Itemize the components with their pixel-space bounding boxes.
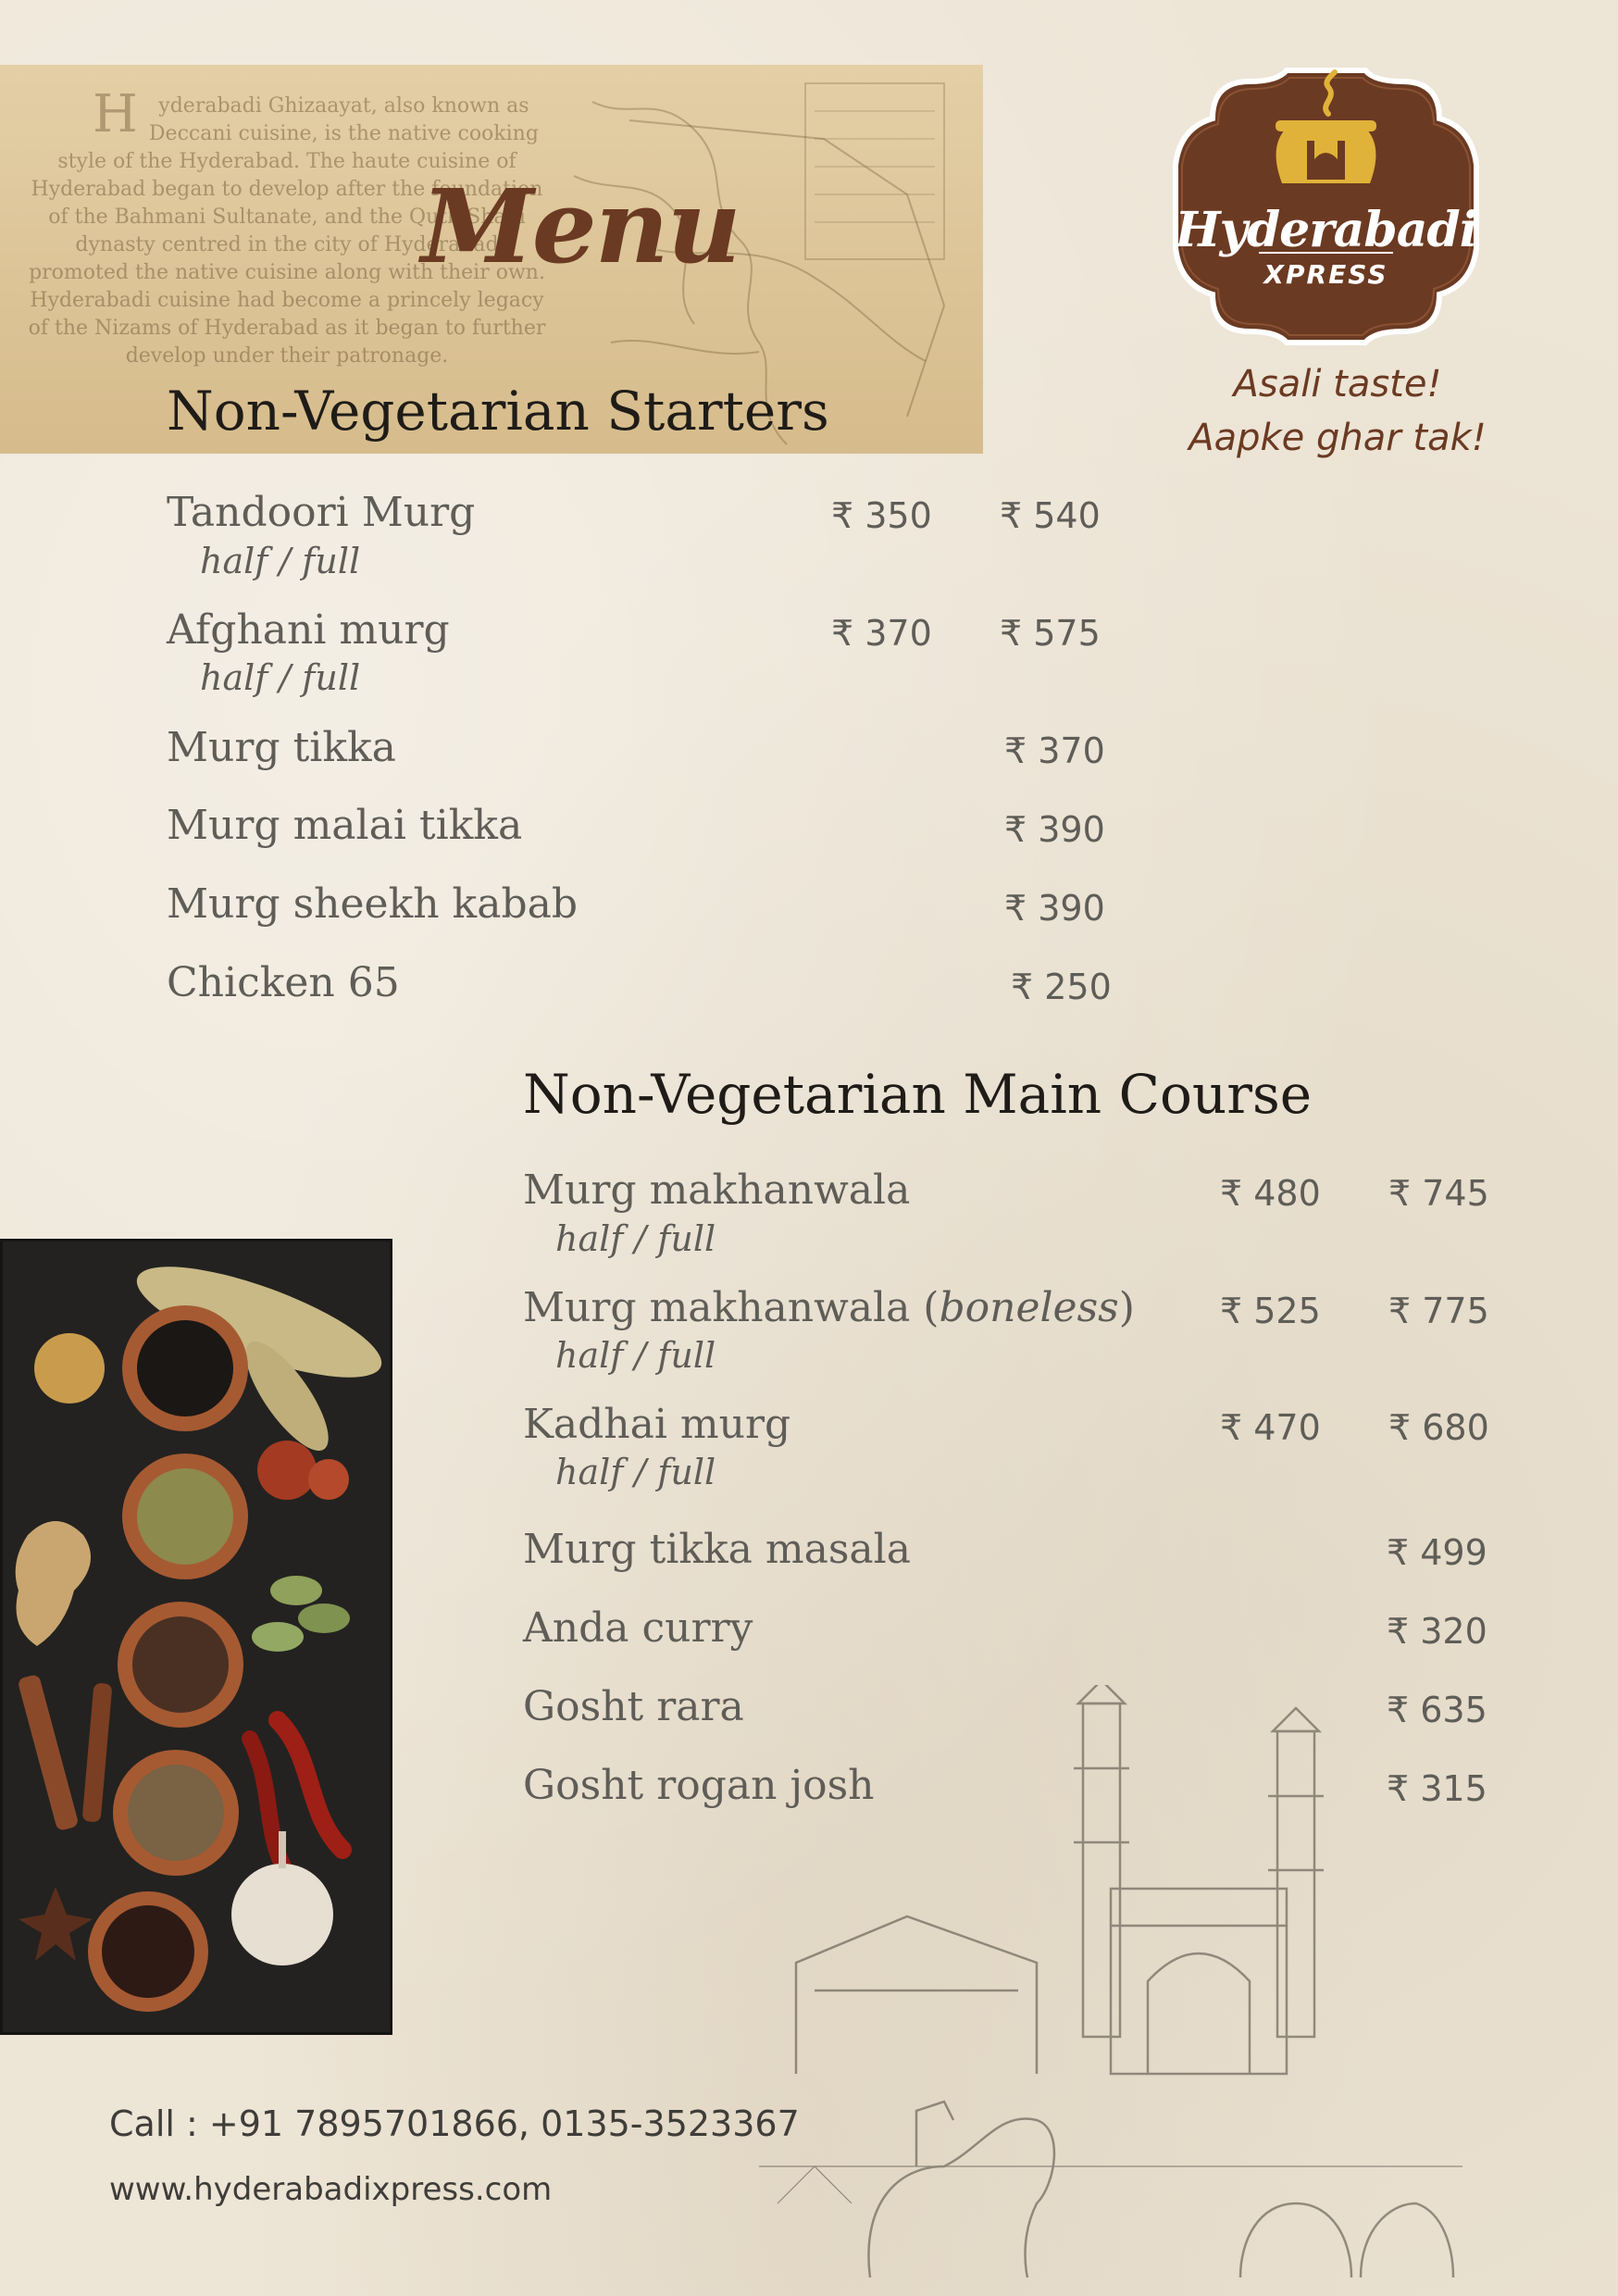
menu-item-price-half: ₹ 480	[1220, 1173, 1321, 1214]
menu-item-price: ₹ 320	[1387, 1611, 1487, 1652]
menu-item-price: ₹ 499	[1387, 1532, 1487, 1573]
menu-item-price-full: ₹ 540	[1000, 495, 1101, 536]
menu-item-portion: half / full	[200, 541, 361, 581]
menu-item-name-start: Murg makhanwala (	[523, 1284, 940, 1331]
menu-item-price-full: ₹ 680	[1388, 1407, 1489, 1448]
menu-item-name: Anda curry	[523, 1604, 753, 1652]
menu-item-price-half: ₹ 525	[1220, 1291, 1321, 1331]
menu-item-price: ₹ 390	[1004, 809, 1105, 850]
menu-item-name: Murg tikka masala	[523, 1526, 911, 1573]
menu-item-name-italic: boneless	[939, 1284, 1119, 1331]
tagline-line-2: Aapke ghar tak!	[1189, 417, 1487, 459]
menu-item-name: Tandoori Murg	[167, 489, 476, 536]
starters-section-title: Non-Vegetarian Starters	[167, 380, 829, 443]
menu-item-portion: half / full	[555, 1452, 716, 1492]
menu-item-price-half: ₹ 470	[1220, 1407, 1321, 1448]
menu-heading: Menu	[421, 167, 740, 286]
menu-item-price: ₹ 315	[1387, 1768, 1487, 1809]
spices-photo	[0, 1239, 392, 2035]
contact-phone: Call : +91 7895701866, 0135-3523367	[109, 2103, 800, 2144]
menu-item-name-boneless	[523, 1284, 1135, 1331]
menu-item-name: Afghani murg	[167, 606, 450, 654]
tagline-line-1: Asali taste!	[1233, 363, 1442, 406]
menu-item-name: Gosht rogan josh	[523, 1762, 875, 1809]
main-course-section-title: Non-Vegetarian Main Course	[523, 1063, 1313, 1126]
menu-item-name: Murg tikka	[167, 724, 396, 771]
menu-item-name: Murg sheekh kabab	[167, 880, 579, 928]
menu-item-price: ₹ 390	[1004, 888, 1105, 929]
menu-item-name: Kadhai murg	[523, 1401, 791, 1448]
menu-item-price-full: ₹ 775	[1388, 1291, 1489, 1331]
history-paragraph-text: yderabadi Ghizaayat, also known as Deccani cuisine, is the native cooking style of the Hyderabad. The haute cuisine of Hyderabad began to develop after the foundation of the Bahmani Sultanate, and the Qutb Shahi dynasty centred in the city of Hyderabad promoted the native cuisine along with their own. Hyderabadi cuisine had become a princely legacy of the Nizams of Hyderabad as it began to further develop under their patronage.	[28, 94, 546, 368]
menu-item-name: Chicken 65	[167, 959, 400, 1006]
menu-item-price-half: ₹ 370	[831, 613, 932, 654]
menu-item-portion: half / full	[200, 657, 361, 698]
menu-item-name: Murg malai tikka	[167, 802, 523, 849]
menu-item-price: ₹ 370	[1004, 730, 1105, 771]
logo-brand-sub: XPRESS	[1263, 259, 1388, 290]
website-link[interactable]: www.hyderabadixpress.com	[109, 2171, 553, 2208]
menu-item-portion: half / full	[555, 1218, 716, 1259]
menu-item-price: ₹ 635	[1387, 1690, 1487, 1730]
menu-item-price: ₹ 250	[1011, 967, 1112, 1007]
menu-item-price-half: ₹ 350	[831, 495, 932, 536]
menu-item-price-full: ₹ 745	[1388, 1173, 1489, 1214]
menu-item-name-end: )	[1118, 1284, 1135, 1331]
menu-item-name: Murg makhanwala	[523, 1167, 911, 1214]
brand-logo	[1157, 63, 1495, 350]
drop-cap: H	[93, 84, 138, 144]
menu-item-price-full: ₹ 575	[1000, 613, 1101, 654]
menu-item-name: Gosht rara	[523, 1683, 744, 1730]
logo-brand-name: Hyderabadi	[1175, 202, 1477, 258]
menu-item-portion: half / full	[555, 1335, 716, 1376]
